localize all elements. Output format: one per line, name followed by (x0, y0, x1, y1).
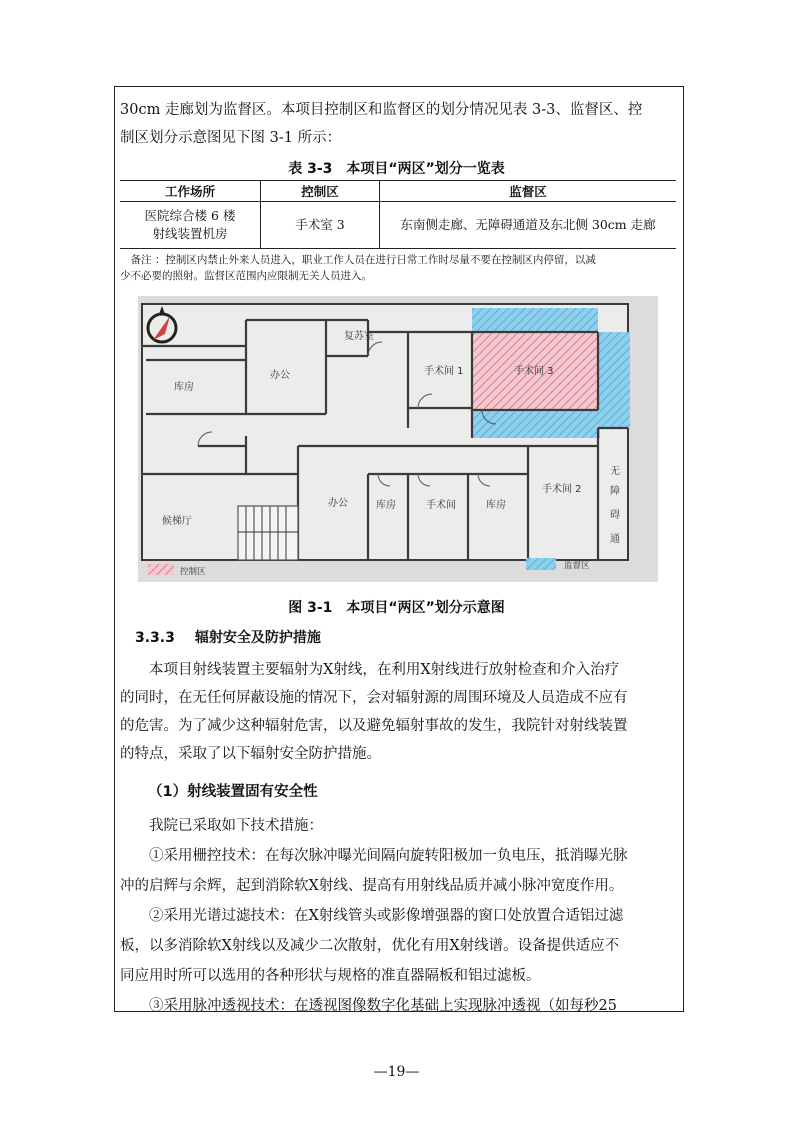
legend-supervision-label: 监督区 (564, 561, 590, 571)
cell-workplace (120, 202, 261, 249)
body-p2: 我院已采取如下技术措施： (149, 818, 323, 834)
section-number: 3.3.3 (135, 630, 175, 646)
header-workplace: 工作场所 (120, 181, 261, 202)
table-header-row (120, 181, 676, 202)
room-fusushi: 复苏室 (344, 331, 374, 342)
body-p4-line-1: ②采用光谱过滤技术：在X射线管头或影像增强器的窗口处放置合适铝过滤 (149, 908, 624, 924)
page-number: —19— (373, 1064, 420, 1080)
floor-plan-figure (138, 296, 658, 582)
header-supervision-zone: 监督区 (380, 181, 677, 202)
intro-line-1: 30cm 走廊划为监督区。本项目控制区和监督区的划分情况见表 3-3、监督区、控 (120, 102, 643, 118)
body-p4-line-2: 板，以多消除软X射线以及减少二次散射，优化有用X射线谱。设备提供适应不 (120, 938, 620, 954)
body-p1-line-2: 的同时，在无任何屏蔽设施的情况下，会对辐射源的周围环境及人员造成不应有 (120, 690, 628, 706)
table-row (120, 202, 676, 249)
legend-control-swatch (148, 564, 174, 575)
section-title: 辐射安全及防护措施 (194, 630, 321, 646)
room-kufang-mid: 库房 (376, 500, 396, 511)
room-houtiting: 候梯厅 (162, 516, 192, 527)
room-shoushujian-1: 手术间 1 (424, 366, 464, 377)
body-p4-line-3: 同应用时所可以选用的各种形状与规格的准直器隔板和铝过滤板。 (120, 968, 541, 984)
body-p1-line-4: 的特点，采取了以下辐射安全防护措施。 (120, 746, 381, 762)
room-shoushujian-2: 手术间 2 (542, 484, 582, 495)
room-kufang-left: 库房 (174, 382, 194, 393)
room-shoushujian-3: 手术间 3 (514, 366, 554, 377)
room-wuzhang-2: 障 (610, 486, 620, 497)
room-wuzhang-4: 通 (610, 534, 620, 545)
room-wuzhang-1: 无 (610, 466, 620, 477)
room-bangong-bottom: 办公 (328, 498, 348, 509)
room-shoushujian-mid: 手术间 (426, 500, 456, 511)
room-kufang-right: 库房 (486, 500, 506, 511)
stairs (238, 506, 298, 560)
cell-workplace-line-2: 射线装置机房 (152, 226, 228, 241)
header-control-zone: 控制区 (261, 181, 380, 202)
legend-control-label: 控制区 (180, 567, 206, 577)
cell-workplace-line-1: 医院综合楼 6 楼 (144, 208, 236, 223)
intro-line-2: 制区划分示意图见下图 3-1 所示： (120, 130, 342, 146)
subsection-heading: （1）射线装置固有安全性 (148, 784, 318, 800)
cell-control-zone: 手术室 3 (261, 202, 380, 249)
room-wuzhang-3: 碍 (610, 510, 620, 521)
body-p3-line-2: 冲的启辉与余辉，起到消除软X射线、提高有用射线品质并减小脉冲宽度作用。 (120, 878, 624, 894)
table-note-line-2: 少不必要的照射。监督区范围内应限制无关人员进入。 (120, 270, 372, 282)
body-p1-line-1: 本项目射线装置主要辐射为X射线，在利用X射线进行放射检查和介入治疗 (149, 662, 620, 678)
supervision-zone-east (596, 332, 630, 428)
body-p3-line-1: ①采用栅控技术：在每次脉冲曝光间隔向旋转阳极加一负电压，抵消曝光脉 (149, 848, 628, 864)
table-title: 表 3-3 本项目“两区”划分一览表 (288, 161, 505, 177)
zone-table (120, 180, 676, 249)
table-note-line-1: 备注 ：控制区内禁止外来人员进入，职业工作人员在进行日常工作时尽量不要在控制区内停留，以减 (130, 254, 596, 266)
body-p1-line-3: 的危害。为了减少这种辐射危害，以及避免辐射事故的发生，我院针对射线装置 (120, 718, 628, 734)
room-bangong-top: 办公 (270, 370, 290, 381)
figure-caption: 图 3-1 本项目“两区”划分示意图 (288, 600, 505, 616)
cell-supervision-zone: 东南侧走廊、无障碍通道及东北侧 30cm 走廊 (380, 202, 677, 249)
body-p5-line-1: ③采用脉冲透视技术：在透视图像数字化基础上实现脉冲透视（如每秒25 (149, 998, 617, 1014)
legend-supervision-swatch (526, 558, 556, 570)
table-note (120, 252, 676, 284)
section-heading (135, 627, 321, 647)
